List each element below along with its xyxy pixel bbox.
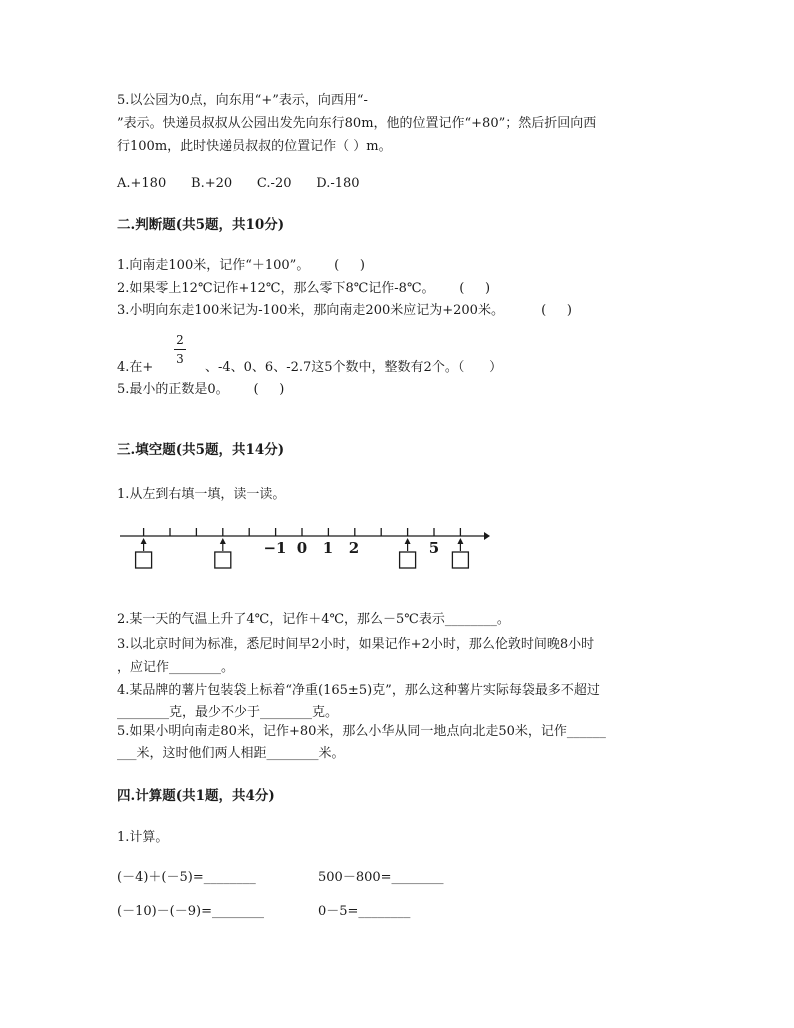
judge-q5: 5.最小的正数是0。 ( ): [117, 382, 285, 397]
fill-q5-line-1: 5.如果小明向南走80米，记作+80米，那么小华从同一地点向北走50米，记作______: [117, 724, 606, 739]
fill-q5-line-2: ___米，这时他们两人相距________米。: [117, 746, 345, 761]
tick-label-minus-1: −1: [263, 539, 287, 557]
fraction-denominator: 3: [176, 352, 184, 366]
tick-label-1: 1: [322, 539, 334, 557]
judge-q2: 2.如果零上12℃记作+12℃，那么零下8℃记作-8℃。 ( ): [117, 281, 491, 296]
fill-q3-line-1: 3.以北京时间为标准，悉尼时间早2小时，如果记作+2小时，那么伦敦时间晚8小时: [117, 637, 595, 652]
calc-q1: 1.计算。: [117, 830, 169, 845]
number-line-ticks: [144, 528, 461, 536]
section-3-heading: 三.填空题(共5题，共14分): [117, 442, 285, 458]
fill-q3-line-2: ，应记作________。: [117, 660, 235, 675]
section-4-heading: 四.计算题(共1题，共4分): [117, 788, 275, 804]
answer-box[interactable]: [215, 552, 231, 568]
fraction-numerator: 2: [176, 333, 184, 347]
fill-q4-line-2: ________克，最少不少于________克。: [117, 705, 339, 720]
judge-q1: 1.向南走100米，记作“＋100”。 ( ): [117, 258, 365, 273]
number-line-arrowhead: [484, 532, 490, 540]
tick-label-2: 2: [348, 539, 360, 557]
judge-q4-prefix: 4.在+: [117, 360, 154, 375]
q5-line-1: 5.以公园为0点，向东用“+”表示，向西用“-: [117, 93, 368, 108]
calc-expr-c: (－10)－(－9)=________: [117, 904, 264, 919]
q5-line-3: 行100m，此时快递员叔叔的位置记作（ ）m。: [117, 139, 392, 154]
fill-q4-line-1: 4.某品牌的薯片包装袋上标着“净重(165±5)克”，那么这种薯片实际每袋最多不超过: [117, 683, 600, 698]
judge-q4-rest: 、-4、0、6、-2.7这5个数中，整数有2个。（ ）: [205, 360, 503, 375]
tick-label-0: 0: [296, 539, 308, 557]
pointer-arrowhead: [405, 538, 411, 544]
calc-expr-a: (－4)＋(－5)=________: [117, 870, 256, 885]
q5-options: A.+180 B.+20 C.-20 D.-180: [117, 176, 360, 191]
judge-q3: 3.小明向东走100米记为-100米，那向南走200米应记为+200米。 ( ): [117, 303, 572, 318]
answer-box[interactable]: [136, 552, 152, 568]
pointer-arrowhead: [141, 538, 147, 544]
fill-q2: 2.某一天的气温上升了4℃，记作＋4℃，那么－5℃表示________。: [117, 612, 510, 627]
tick-label-5: 5: [428, 539, 440, 557]
section-2-heading: 二.判断题(共5题，共10分): [117, 217, 285, 233]
calc-expr-b: 500－800=________: [318, 870, 444, 885]
fill-q1: 1.从左到右填一填，读一读。: [117, 487, 286, 502]
q5-line-2: ”表示。快递员叔叔从公园出发先向东行80m，他的位置记作“+80”；然后折回向西: [117, 116, 597, 131]
calc-expr-d: 0－5=________: [318, 904, 411, 919]
pointer-arrowhead: [457, 538, 463, 544]
answer-box[interactable]: [452, 552, 468, 568]
answer-box[interactable]: [400, 552, 416, 568]
pointer-arrowhead: [220, 538, 226, 544]
